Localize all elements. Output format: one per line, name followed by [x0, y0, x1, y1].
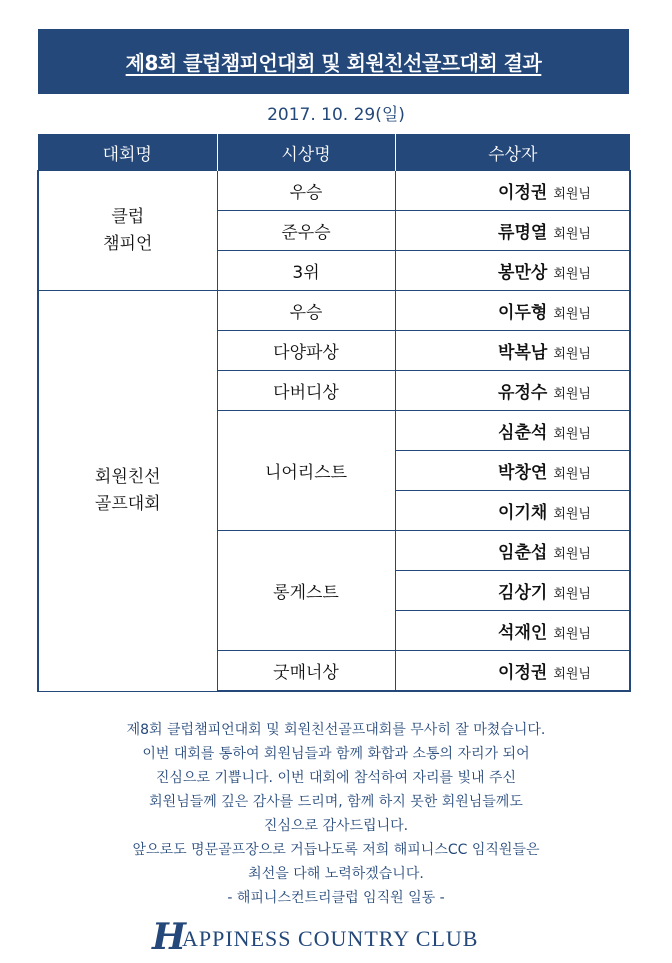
closing-message	[0, 718, 672, 910]
recipient-cell	[395, 451, 630, 491]
signature: - 해피니스컨트리클럽 임직원 일동 -	[227, 890, 445, 906]
closing-line: 진심으로 기쁩니다. 이번 대회에 참석하여 자리를 빛내 주신	[155, 770, 517, 786]
recipient-cell	[395, 571, 630, 611]
competition-name-line: 챔피언	[103, 233, 153, 254]
recipient-name: 류명열	[498, 223, 548, 243]
recipient-name: 임춘섭	[498, 543, 548, 563]
recipient-suffix: 회원님	[553, 307, 591, 322]
award-cell: 롱게스트	[217, 531, 395, 651]
title-banner	[38, 29, 629, 94]
recipient-name: 이정권	[498, 663, 548, 683]
column-header: 시상명	[217, 134, 395, 171]
recipient-cell	[395, 171, 630, 211]
recipient-suffix: 회원님	[553, 467, 591, 482]
award-cell: 다버디상	[217, 371, 395, 411]
table-row	[38, 171, 630, 211]
award-cell: 니어리스트	[217, 411, 395, 531]
recipient-cell	[395, 411, 630, 451]
recipient-suffix: 회원님	[553, 667, 591, 682]
award-cell: 굿매너상	[217, 651, 395, 692]
recipient-name: 유정수	[498, 383, 548, 403]
award-cell: 우승	[217, 291, 395, 331]
award-cell: 3위	[217, 251, 395, 291]
competition-cell	[38, 291, 217, 692]
recipient-name: 이두형	[498, 303, 548, 323]
table-header-row	[38, 134, 630, 171]
recipient-suffix: 회원님	[553, 587, 591, 602]
recipient-suffix: 회원님	[553, 627, 591, 642]
recipient-suffix: 회원님	[553, 507, 591, 522]
recipient-name: 김상기	[498, 583, 548, 603]
column-header: 수상자	[395, 134, 630, 171]
closing-line: 회원님들께 깊은 감사를 드리며, 함께 하지 못한 회원님들께도	[149, 794, 523, 810]
recipient-name: 봉만상	[498, 263, 548, 283]
closing-line: 이번 대회를 통하여 회원님들과 함께 화합과 소통의 자리가 되어	[142, 746, 530, 762]
page-title: 제8회 클럽챔피언대회 및 회원친선골프대회 결과	[125, 51, 542, 75]
competition-name-line: 골프대회	[94, 493, 161, 514]
results-table	[37, 134, 631, 692]
recipient-name: 박창연	[498, 463, 548, 483]
recipient-suffix: 회원님	[553, 547, 591, 562]
recipient-cell	[395, 251, 630, 291]
recipient-name: 이정권	[498, 183, 548, 203]
recipient-suffix: 회원님	[553, 427, 591, 442]
award-cell: 준우승	[217, 211, 395, 251]
closing-line: 진심으로 감사드립니다.	[263, 818, 409, 834]
recipient-cell	[395, 611, 630, 651]
recipient-suffix: 회원님	[553, 227, 591, 242]
recipient-suffix: 회원님	[553, 187, 591, 202]
logo-initial: H	[152, 916, 187, 958]
logo-text: APPINESS COUNTRY CLUB	[182, 926, 479, 951]
recipient-suffix: 회원님	[553, 267, 591, 282]
closing-line: 제8회 클럽챔피언대회 및 회원친선골프대회를 무사히 잘 마쳤습니다.	[126, 722, 546, 738]
recipient-suffix: 회원님	[553, 387, 591, 402]
recipient-cell	[395, 331, 630, 371]
event-date: 2017. 10. 29(일)	[267, 105, 405, 125]
closing-line: 앞으로도 명문골프장으로 거듭나도록 저희 해피니스CC 임직원들은	[132, 842, 540, 858]
award-cell: 다양파상	[217, 331, 395, 371]
award-cell: 우승	[217, 171, 395, 211]
competition-name-line: 클럽	[111, 207, 145, 228]
recipient-name: 이기채	[498, 503, 548, 523]
competition-name-line: 회원친선	[94, 467, 161, 488]
recipient-cell	[395, 491, 630, 531]
recipient-cell	[395, 371, 630, 411]
recipient-suffix: 회원님	[553, 347, 591, 362]
recipient-name: 석재인	[498, 623, 548, 643]
recipient-cell	[395, 531, 630, 571]
closing-line: 최선을 다해 노력하겠습니다.	[248, 866, 424, 882]
recipient-name: 박복남	[498, 343, 548, 363]
club-logo	[152, 914, 522, 958]
recipient-name: 심춘석	[498, 423, 548, 443]
recipient-cell	[395, 211, 630, 251]
column-header: 대회명	[38, 134, 217, 171]
results-table-body	[38, 171, 630, 692]
table-row	[38, 291, 630, 331]
recipient-cell	[395, 651, 630, 692]
competition-cell	[38, 171, 217, 291]
recipient-cell	[395, 291, 630, 331]
